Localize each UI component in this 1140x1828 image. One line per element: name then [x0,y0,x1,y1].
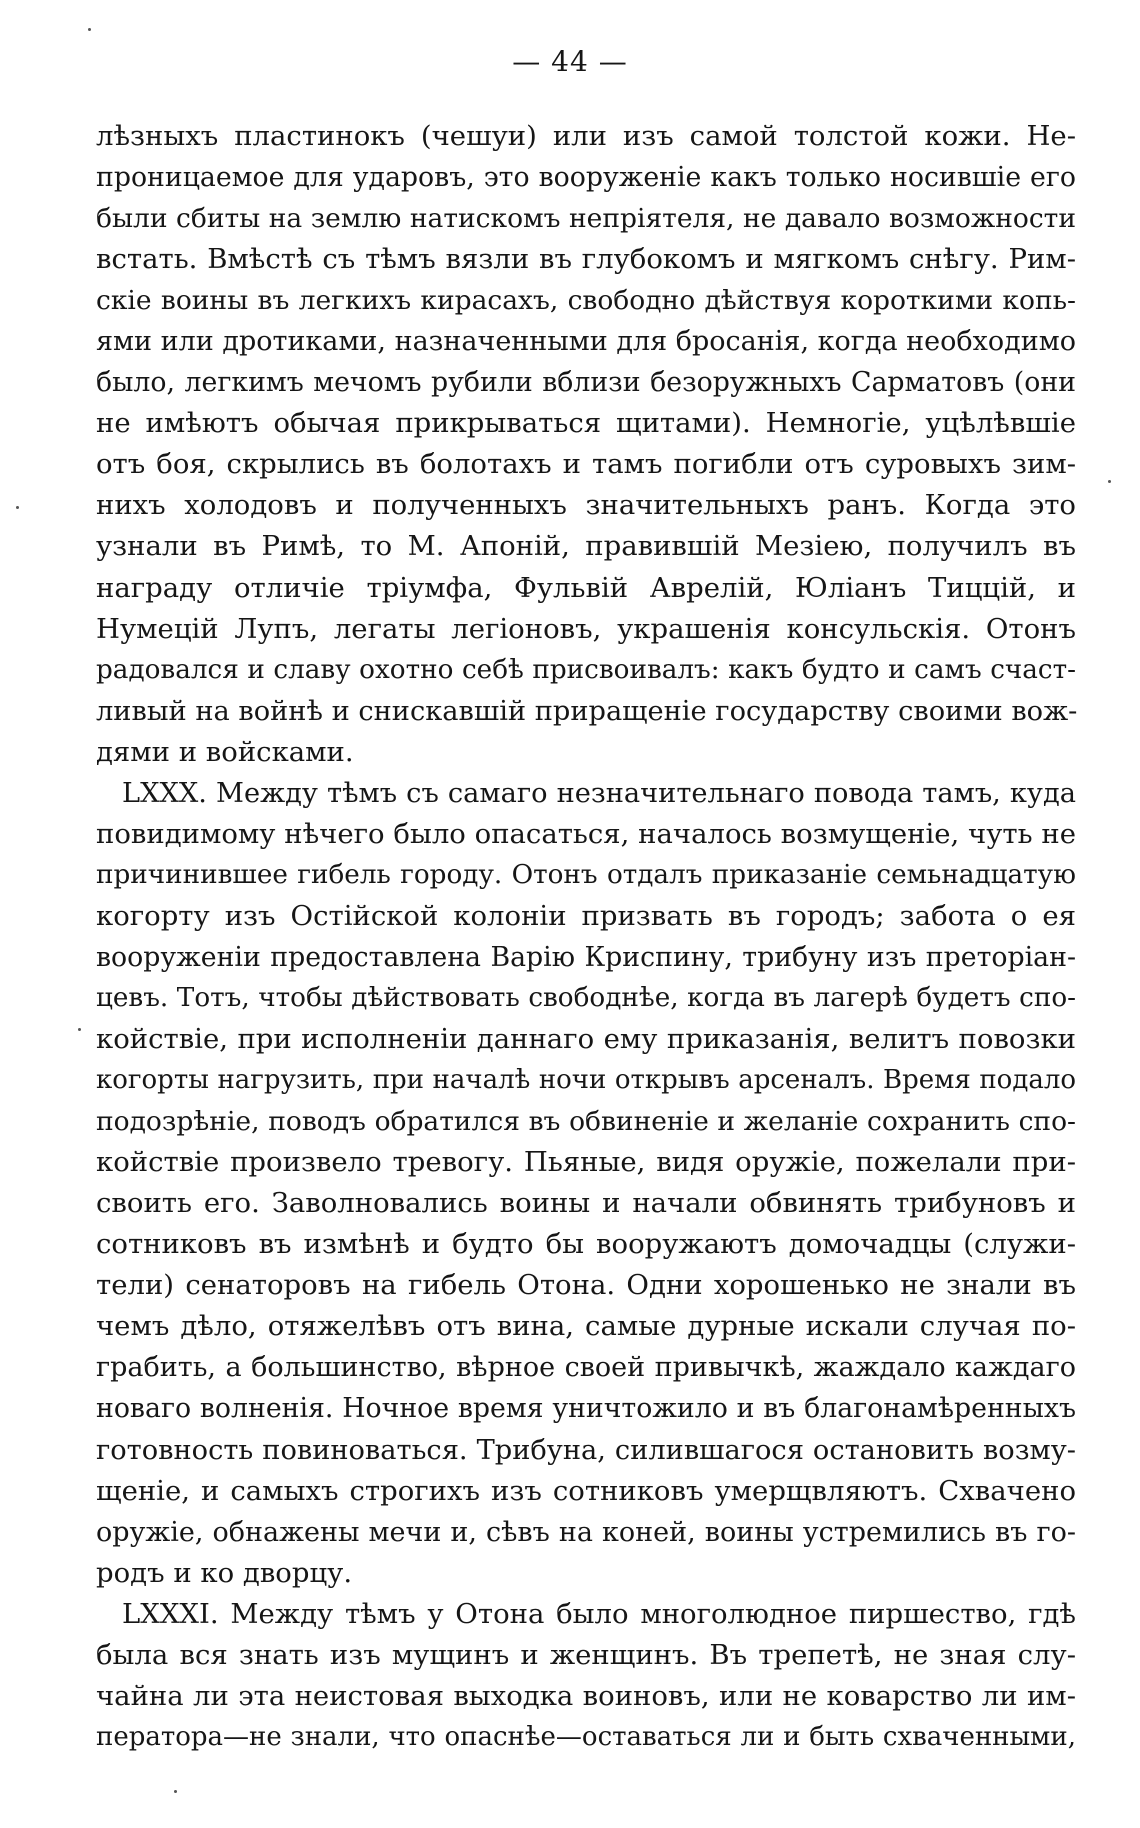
text-line: ями или дротиками, назначенными для бросанія, когда необходимо [96,326,1077,358]
print-speck [1108,480,1111,483]
text-line: были сбиты на землю натискомъ непріятеля, не давало возможности [96,203,1076,235]
text-line: повидимому нѣчего было опасаться, началось возмущеніе, чуть не [96,817,1076,850]
print-speck [174,1790,177,1793]
text-line: отъ боя, скрылись въ болотахъ и тамъ погибли отъ суровыхъ зим- [96,448,1076,481]
print-speck [16,506,19,509]
text-line: сотниковъ въ измѣнѣ и будто бы вооружаютъ домочадцы (служи- [96,1228,1076,1261]
text-line: узнали въ Римѣ, то М. Апоній, правившій Мезіею, получилъ въ [96,530,1076,563]
text-line: готовность повиноваться. Трибуна, силившагося остановить возму- [96,1434,1076,1466]
text-line: чемъ дѣло, отяжелѣвъ отъ вина, самые дурные искали случая по- [96,1310,1076,1343]
text-line: новаго волненія. Ночное время уничтожило и въ благонамѣренныхъ [96,1393,1076,1425]
text-line: была вся знать изъ мущинъ и женщинъ. Въ трепетѣ, не зная слу- [96,1638,1076,1671]
print-speck [78,1028,81,1031]
chapter-lxxxi-first-line: LXXXI. Между тѣмъ у Отона было многолюдное пиршество, гдѣ [122,1597,1076,1630]
text-line: своить его. Заволновались воины и начали обвинять трибуновъ и [96,1187,1076,1220]
text-line: койствіе произвело тревогу. Пьяные, видя оружіе, пожелали при- [96,1146,1076,1179]
text-line: было, легкимъ мечомъ рубили вблизи безоружныхъ Сарматовъ (они [96,367,1076,399]
text-line: причинившее гибель городу. Отонъ отдалъ приказаніе семьнадцатую [96,859,1076,890]
text-line: койствіе, при исполненіи даннаго ему приказанія, велитъ повозки [96,1023,1076,1056]
text-line: радовался и славу охотно себѣ присвоивалъ: какъ будто и самъ счаст- [96,654,1076,685]
text-line: дями и войсками. [96,735,354,768]
page-number: — 44 — [512,45,628,78]
text-body [96,116,1076,1758]
text-line: проницаемое для ударовъ, это вооруженіе какъ только носившіе его [96,162,1076,194]
text-line: щеніе, и самыхъ строгихъ изъ сотниковъ умерщвляютъ. Схвачено [96,1474,1076,1507]
text-line: подозрѣніе, поводъ обратился въ обвиненіе и желаніе сохранить спо- [96,1106,1076,1138]
text-line: не имѣютъ обычая прикрываться щитами). Немногіе, уцѣлѣвшіе [96,407,1076,440]
text-line: когорту изъ Остійской колоніи призвать въ городъ; забота о ея [96,899,1076,932]
text-line: лѣзныхъ пластинокъ (чешуи) или изъ самой толстой кожи. Не- [96,120,1076,152]
text-line: ператора—не знали, что опаснѣе—оставаться ли и быть схваченными, [96,1721,1076,1752]
text-line: когорты нагрузить, при началѣ ночи открывъ арсеналъ. Время подало [96,1065,1076,1096]
text-line: тели) сенаторовъ на гибель Отона. Одни хорошенько не знали въ [96,1269,1076,1302]
print-speck [88,28,91,31]
text-line: ливый на войнѣ и снискавшій приращеніе государству своими вож- [96,695,1078,727]
text-line: чайна ли эта неистовая выходка воиновъ, или не коварство ли им- [96,1679,1076,1712]
text-line: скіе воины въ легкихъ кирасахъ, свободно дѣйствуя короткими копь- [96,285,1076,317]
text-line: вооруженіи предоставлена Варію Криспину, трибуну изъ преторіан- [96,941,1076,973]
text-line: грабить, а большинство, вѣрное своей привычкѣ, жаждало каждаго [96,1352,1076,1384]
text-line: встать. Вмѣстѣ съ тѣмъ вязли въ глубокомъ и мягкомъ снѣгу. Рим- [96,243,1076,276]
text-line: Нумецій Лупъ, легаты легіоновъ, украшенія консульскія. Отонъ [96,612,1076,645]
text-line: нихъ холодовъ и полученныхъ значительныхъ ранъ. Когда это [96,489,1076,522]
chapter-lxxx-first-line: LXXX. Между тѣмъ съ самаго незначительнаго повода тамъ, куда [122,777,1076,809]
text-line: награду отличіе тріумфа, Фульвій Аврелій, Юліанъ Тиццій, и [96,571,1076,604]
text-line: родъ и ко дворцу. [96,1556,353,1589]
text-line: цевъ. Тотъ, чтобы дѣйствовать свободнѣе, когда въ лагерѣ будетъ спо- [96,982,1076,1013]
text-line: оружіе, обнажены мечи и, сѣвъ на коней, воины устремились въ го- [96,1516,1076,1548]
